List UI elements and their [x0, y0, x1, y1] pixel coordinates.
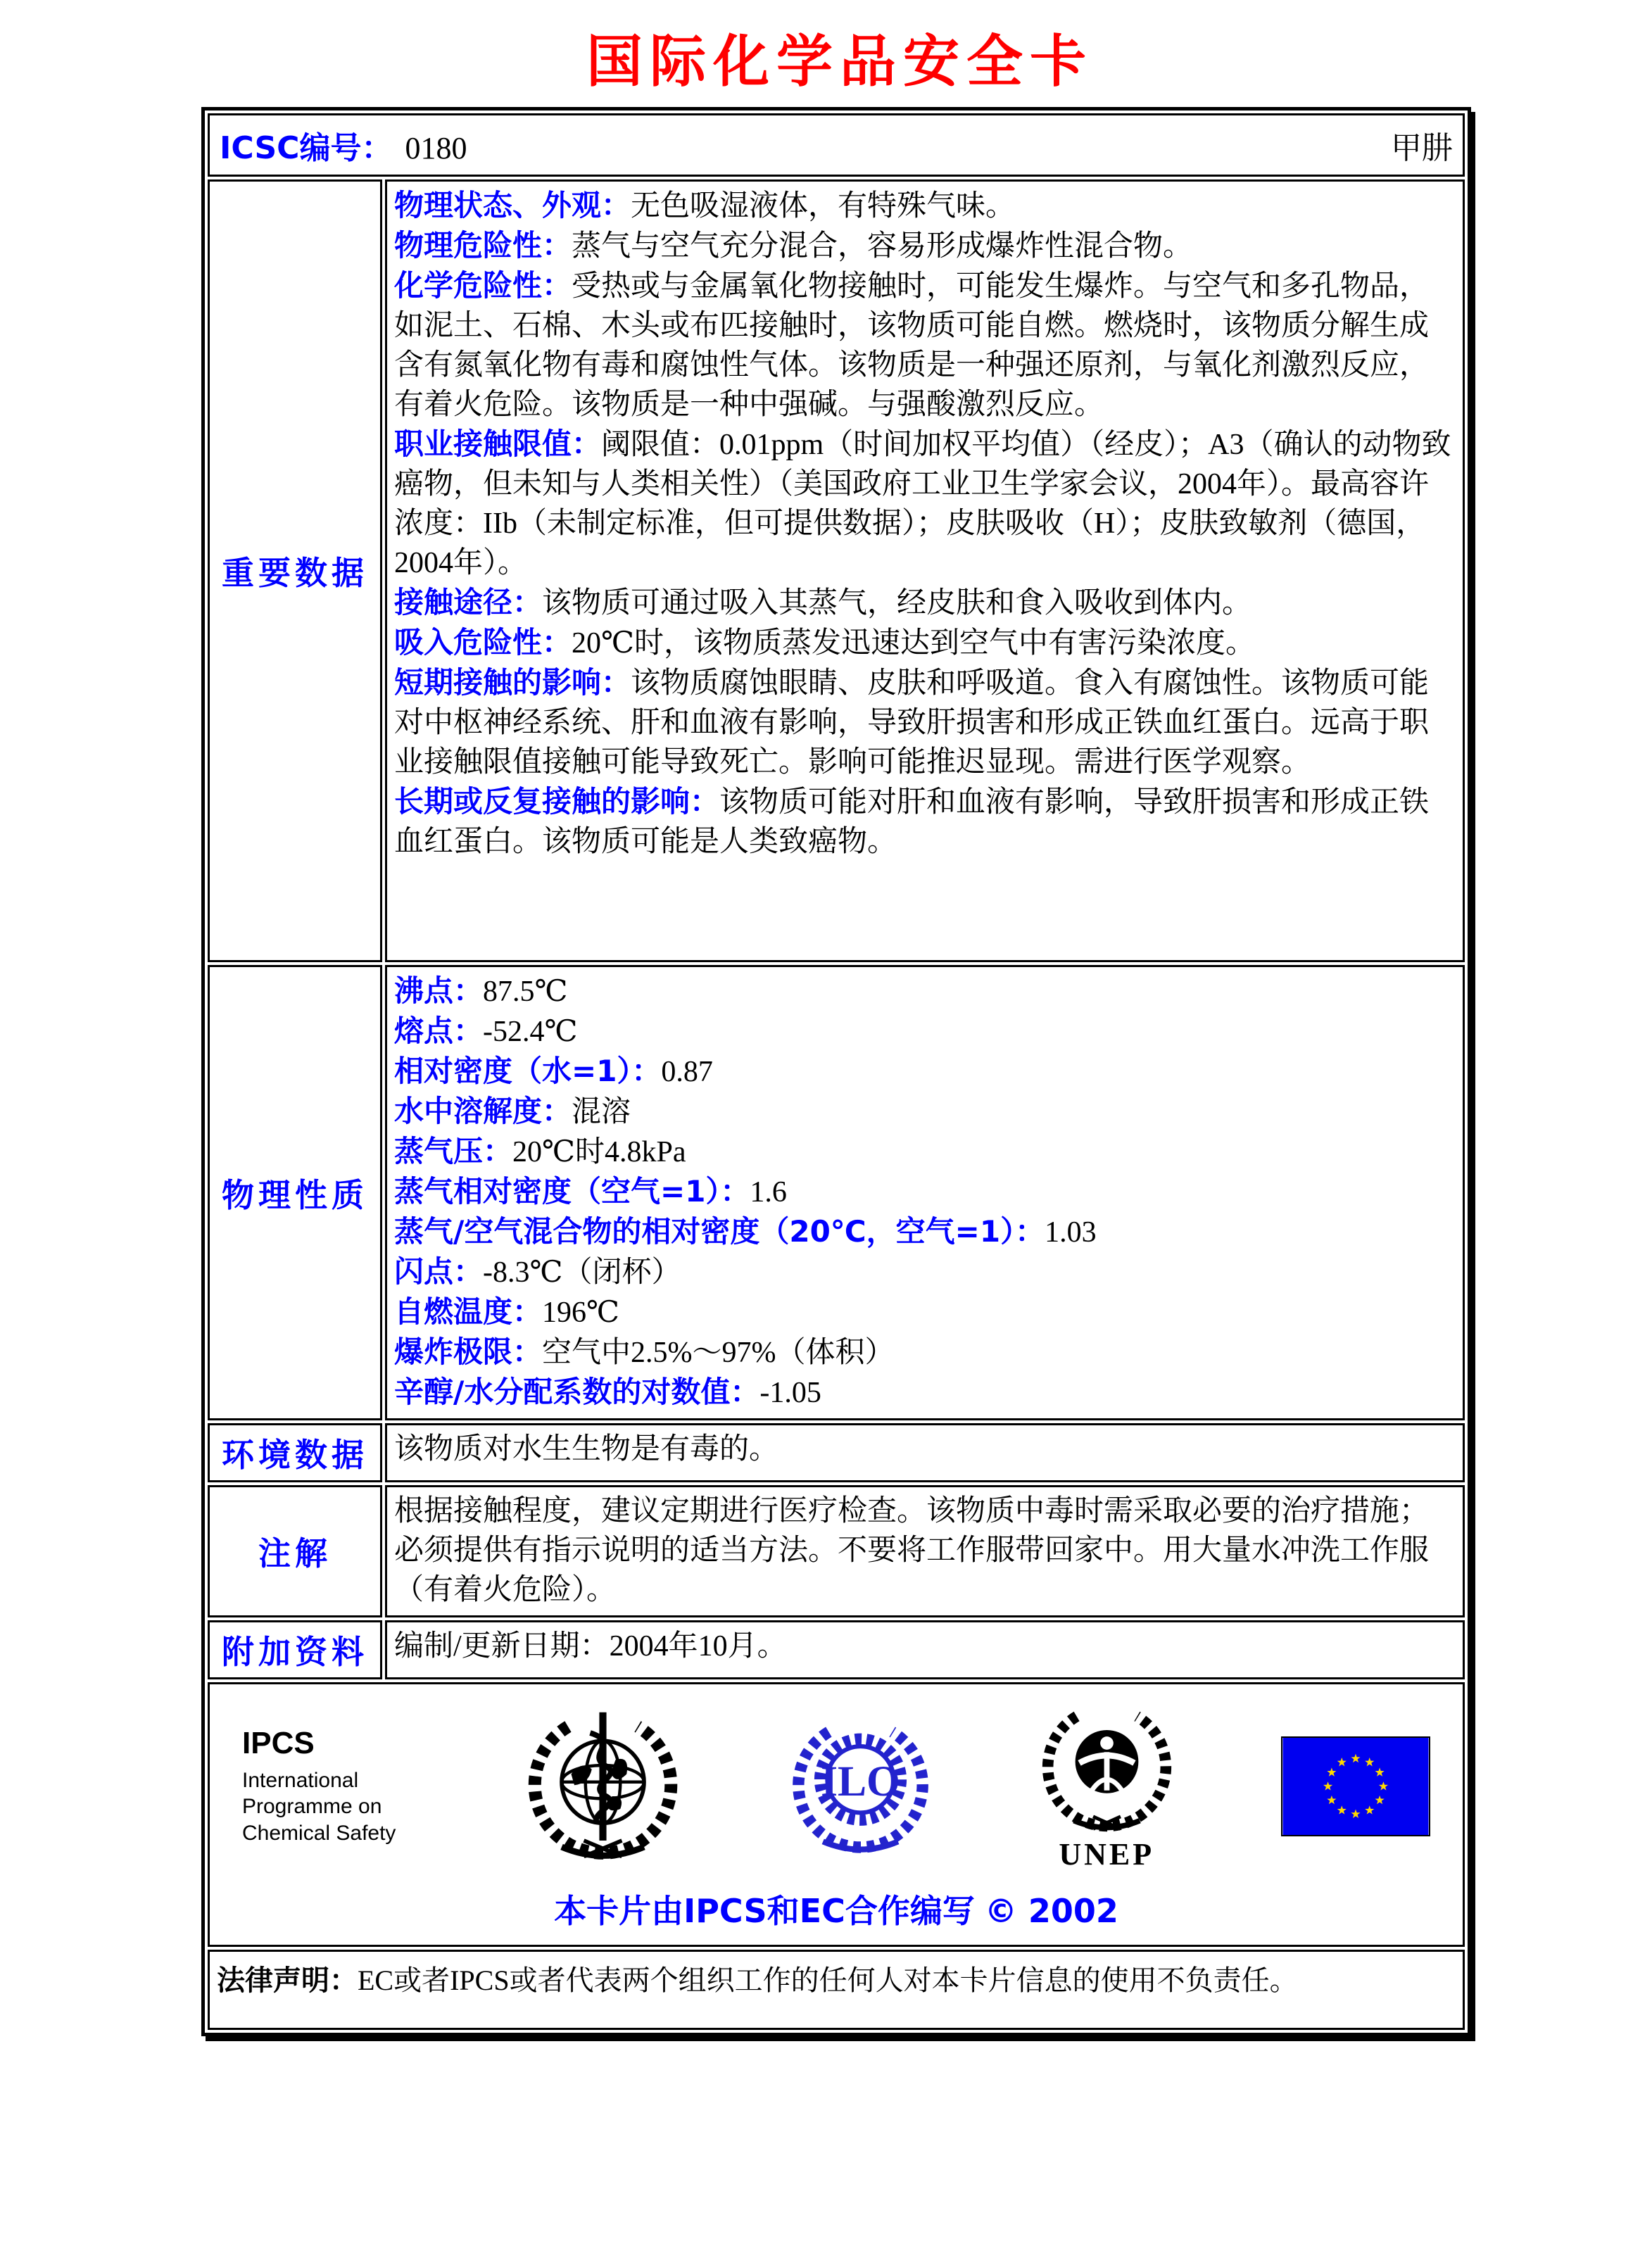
important-data-item [394, 424, 1454, 583]
physical-property-item [394, 971, 1454, 1011]
important-data-item [394, 782, 1454, 862]
important-data-item [394, 663, 1454, 782]
important-data-item-text: 无色吸湿液体，有特殊气味。 [631, 190, 1016, 222]
section-content-notes: 根据接触程度，建议定期进行医疗检查。该物质中毒时需采取必要的治疗措施；必须提供有指示说明的适当方法。不要将工作服带回家中。用大量水冲洗工作服（有着火危险）。 [385, 1485, 1465, 1617]
important-data-item-text: 该物质可通过吸入其蒸气，经皮肤和食入吸收到体内。 [542, 587, 1252, 619]
physical-property-value: -1.05 [759, 1377, 821, 1409]
important-data-item-text: 蒸气与空气充分混合，容易形成爆炸性混合物。 [572, 230, 1193, 263]
important-data-item-label: 吸入危险性： [394, 625, 572, 660]
icsc-card [201, 107, 1471, 2036]
page-title: 国际化学品安全卡 [586, 29, 1093, 94]
physical-property-label: 蒸气压： [394, 1134, 513, 1168]
unep-logo-block [1038, 1703, 1175, 1870]
section-content-environmental-data: 该物质对水生生物是有毒的。 [385, 1423, 1465, 1482]
physical-properties-row [208, 965, 1465, 1420]
physical-property-value: 20℃时4.8kPa [512, 1136, 686, 1168]
physical-property-item [394, 1092, 1454, 1132]
ipcs-acronym: IPCS [242, 1725, 315, 1760]
physical-property-label: 相对密度（水=1）： [394, 1054, 662, 1088]
section-label-environmental-data: 环境数据 [208, 1423, 382, 1482]
physical-property-item [394, 1373, 1454, 1413]
physical-property-value: 空气中2.5%～97%（体积） [542, 1337, 895, 1369]
important-data-item-text: 该物质可能对肝和血液有影响，导致肝损害和形成正铁血红蛋白。该物质可能是人类致癌物。 [394, 786, 1430, 858]
important-data-item-text: 该物质腐蚀眼睛、皮肤和呼吸道。食入有腐蚀性。该物质可能对中枢神经系统、肝和血液有影响，导致肝损害和形成正铁血红蛋白。远高于职业接触限值接触可能导致死亡。影响可能推迟显现。需进行医学观察。 [394, 667, 1430, 778]
important-data-item-text: 受热或与金属氧化物接触时，可能发生爆炸。与空气和多孔物品，如泥土、石棉、木头或布匹接触时，该物质可能自燃。燃烧时，该物质分解生成含有氮氧化物有毒和腐蚀性气体。该物质是一种强还原剂，与氧化剂激烈反应，有着火危险。该物质是一种中强碱。与强酸激烈反应。 [394, 270, 1430, 421]
legal-cell [208, 1950, 1465, 2030]
physical-property-label: 熔点： [394, 1014, 484, 1048]
important-data-item-text: 阈限值：0.01ppm（时间加权平均值）（经皮）；A3（确认的动物致癌物，但未知与人类相关性）（美国政府工业卫生学家会议，2004年）。最高容许浓度：IIb（未制定标准，但可提供数据）；皮肤吸收（H）；皮肤致敏剂（德国，2004年）。 [394, 429, 1451, 579]
physical-property-item [394, 1172, 1454, 1212]
ipcs-line-3: Chemical Safety [242, 1821, 396, 1845]
ipcs-text-block [242, 1727, 418, 1847]
important-data-item [394, 623, 1454, 663]
additional-info-row [208, 1620, 1465, 1679]
physical-property-item [394, 1132, 1454, 1172]
important-data-item-label: 物理状态、外观： [394, 188, 631, 222]
eu-flag-icon [1281, 1736, 1430, 1836]
logos-row [208, 1682, 1465, 1947]
important-data-item [394, 583, 1454, 623]
section-label-notes: 注解 [208, 1485, 382, 1617]
physical-property-label: 爆炸极限： [394, 1335, 543, 1369]
physical-property-value: -52.4℃ [483, 1016, 578, 1048]
unep-label: UNEP [1059, 1837, 1155, 1872]
icsc-number-value: 0180 [405, 131, 467, 165]
physical-property-label: 水中溶解度： [394, 1094, 572, 1128]
chemical-name: 甲肼 [1391, 131, 1453, 165]
physical-property-value: 196℃ [542, 1297, 619, 1329]
card-table [205, 111, 1468, 2033]
physical-property-item [394, 1292, 1454, 1332]
important-data-item-label: 长期或反复接触的影响： [394, 784, 720, 819]
ilo-logo-icon [788, 1715, 933, 1859]
important-data-item-label: 短期接触的影响： [394, 665, 631, 700]
ipcs-line-2: Programme on [242, 1795, 382, 1819]
physical-property-value: 87.5℃ [483, 976, 568, 1008]
section-label-additional-info: 附加资料 [208, 1620, 382, 1679]
important-data-item [394, 186, 1454, 226]
section-label-physical-properties: 物理性质 [208, 965, 382, 1420]
physical-property-label: 蒸气/空气混合物的相对密度（20℃，空气=1）： [394, 1214, 1045, 1249]
physical-property-label: 自燃温度： [394, 1294, 543, 1329]
physical-property-item [394, 1052, 1454, 1092]
important-data-item-label: 化学危险性： [394, 268, 572, 303]
header-cell [208, 113, 1465, 177]
physical-property-item [394, 1252, 1454, 1292]
physical-property-item [394, 1212, 1454, 1252]
unep-logo-icon [1038, 1703, 1175, 1840]
section-content-additional-info: 编制/更新日期：2004年10月。 [385, 1620, 1465, 1679]
important-data-item [394, 226, 1454, 266]
legal-label: 法律声明： [217, 1964, 358, 1997]
who-logo-icon [524, 1708, 682, 1866]
important-data-item-label: 职业接触限值： [394, 427, 602, 461]
section-content-physical-properties [385, 965, 1465, 1420]
physical-property-value: -8.3℃（闭杯） [483, 1256, 681, 1289]
physical-property-label: 闪点： [394, 1254, 484, 1289]
credit-text: 本卡片由IPCS和EC合作编写 [554, 1892, 975, 1930]
notes-row [208, 1485, 1465, 1617]
copyright-text: © 2002 [984, 1892, 1118, 1930]
credit-line [231, 1886, 1442, 1932]
physical-property-label: 蒸气相对密度（空气=1）： [394, 1174, 750, 1209]
physical-property-value: 1.03 [1045, 1216, 1097, 1249]
important-data-item-label: 物理危险性： [394, 228, 572, 263]
physical-property-item [394, 1011, 1454, 1052]
physical-property-label: 辛醇/水分配系数的对数值： [394, 1375, 760, 1409]
environmental-data-row [208, 1423, 1465, 1482]
header-row [208, 113, 1465, 177]
legal-row [208, 1950, 1465, 2030]
physical-property-item [394, 1332, 1454, 1373]
icsc-number-label: ICSC编号： [220, 130, 393, 166]
important-data-item-label: 接触途径： [394, 585, 543, 619]
page [201, 0, 1478, 2036]
legal-text: EC或者IPCS或者代表两个组织工作的任何人对本卡片信息的使用不负责任。 [358, 1964, 1298, 1996]
important-data-item-text: 20℃时，该物质蒸发迅速达到空气中有害污染浓度。 [572, 627, 1256, 660]
important-data-row [208, 179, 1465, 962]
physical-property-value: 1.6 [750, 1176, 787, 1209]
section-label-important-data: 重要数据 [208, 179, 382, 962]
important-data-item [394, 266, 1454, 424]
physical-property-label: 沸点： [394, 973, 484, 1008]
icsc-number-group [220, 122, 467, 168]
section-content-important-data [385, 179, 1465, 962]
logos-cell [208, 1682, 1465, 1947]
ipcs-line-1: International [242, 1768, 359, 1792]
physical-property-value: 混溶 [572, 1096, 631, 1128]
ilo-letters: ILO [820, 1757, 900, 1805]
physical-property-value: 0.87 [661, 1056, 713, 1088]
